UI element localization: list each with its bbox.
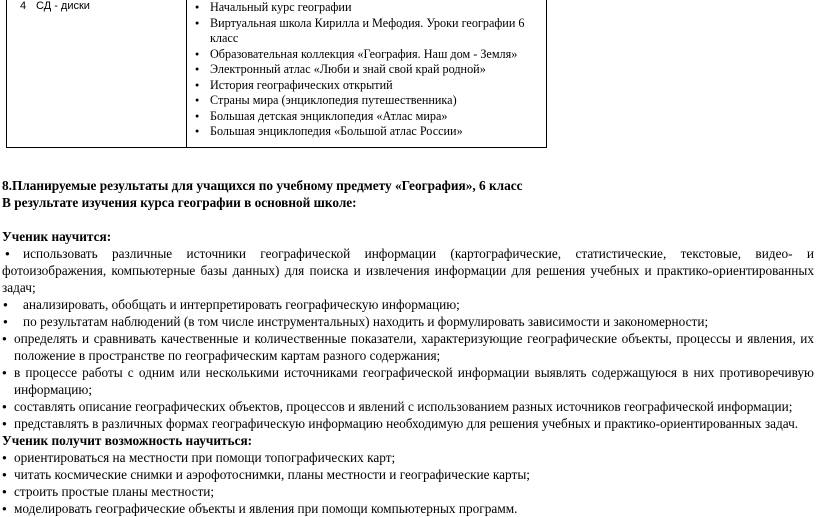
section-subheading: В результате изучения курса географии в основной школе: bbox=[2, 195, 357, 210]
resource-item: ● Начальный курс географии bbox=[192, 0, 537, 16]
may-learn-label: Ученик получит возможность научиться: bbox=[2, 433, 253, 448]
will-learn-item: ● анализировать, обобщать и интерпретировать географическую информацию; bbox=[2, 296, 814, 313]
resource-item: ● Электронный атлас «Люби и знай свой край родной» bbox=[192, 62, 537, 78]
table-border-left bbox=[6, 0, 7, 148]
may-learn-item: ● ориентироваться на местности при помощи топографических карт; bbox=[2, 449, 814, 466]
results-section bbox=[2, 177, 814, 517]
resource-list bbox=[192, 0, 537, 140]
resource-item: ● Образовательная коллекция «География. Наш дом - Земля» bbox=[192, 47, 537, 63]
may-learn-item: ● строить простые планы местности; bbox=[2, 483, 814, 500]
resource-item: ● Виртуальная школа Кирилла и Мефодия. Уроки географии 6 класс bbox=[192, 16, 537, 47]
row-name: СД - диски bbox=[36, 0, 90, 12]
resources-table bbox=[6, 0, 547, 148]
resource-item: ● История географических открытий bbox=[192, 78, 537, 94]
table-divider bbox=[186, 0, 187, 148]
resource-item: ● Страны мира (энциклопедия путешественника) bbox=[192, 93, 537, 109]
will-learn-item: ● использовать различные источники географической информации (картографические, статистические, текстовые, видео- и фотоизображения, компьютерные базы данных) для поиска и извлечения информации для решения учебных и практико-ориентированных задач; bbox=[2, 245, 814, 296]
will-learn-item: ● в процессе работы с одним или несколькими источниками географической информации выявлять содержащуюся в них противоречивую информацию; bbox=[2, 364, 814, 398]
may-learn-item: ● читать космические снимки и аэрофотоснимки, планы местности и географические карты; bbox=[2, 466, 814, 483]
resource-item: ● Большая энциклопедия «Большой атлас России» bbox=[192, 124, 537, 140]
row-number: 4 bbox=[20, 0, 27, 12]
will-learn-item: ● представлять в различных формах географическую информацию необходимую для решения учебных и практико-ориентированных задач. bbox=[2, 415, 814, 432]
table-border-bottom bbox=[6, 147, 547, 148]
spacer bbox=[2, 211, 814, 228]
table-border-right bbox=[546, 0, 547, 148]
will-learn-label: Ученик научится: bbox=[2, 229, 112, 244]
section-heading: 8.Планируемые результаты для учащихся по учебному предмету «География», 6 класс bbox=[2, 178, 523, 193]
will-learn-item: ● определять и сравнивать качественные и количественные показатели, характеризующие географические объекты, процессы и явления, их положение в пространстве по географическим картам разного содержания; bbox=[2, 330, 814, 364]
will-learn-item: ● по результатам наблюдений (в том числе инструментальных) находить и формулировать зависимости и закономерности; bbox=[2, 313, 814, 330]
may-learn-item: ● моделировать географические объекты и явления при помощи компьютерных программ. bbox=[2, 500, 814, 517]
will-learn-item: ● составлять описание географических объектов, процессов и явлений с использованием разных источников географической информации; bbox=[2, 398, 814, 415]
resource-item: ● Большая детская энциклопедия «Атлас мира» bbox=[192, 109, 537, 125]
